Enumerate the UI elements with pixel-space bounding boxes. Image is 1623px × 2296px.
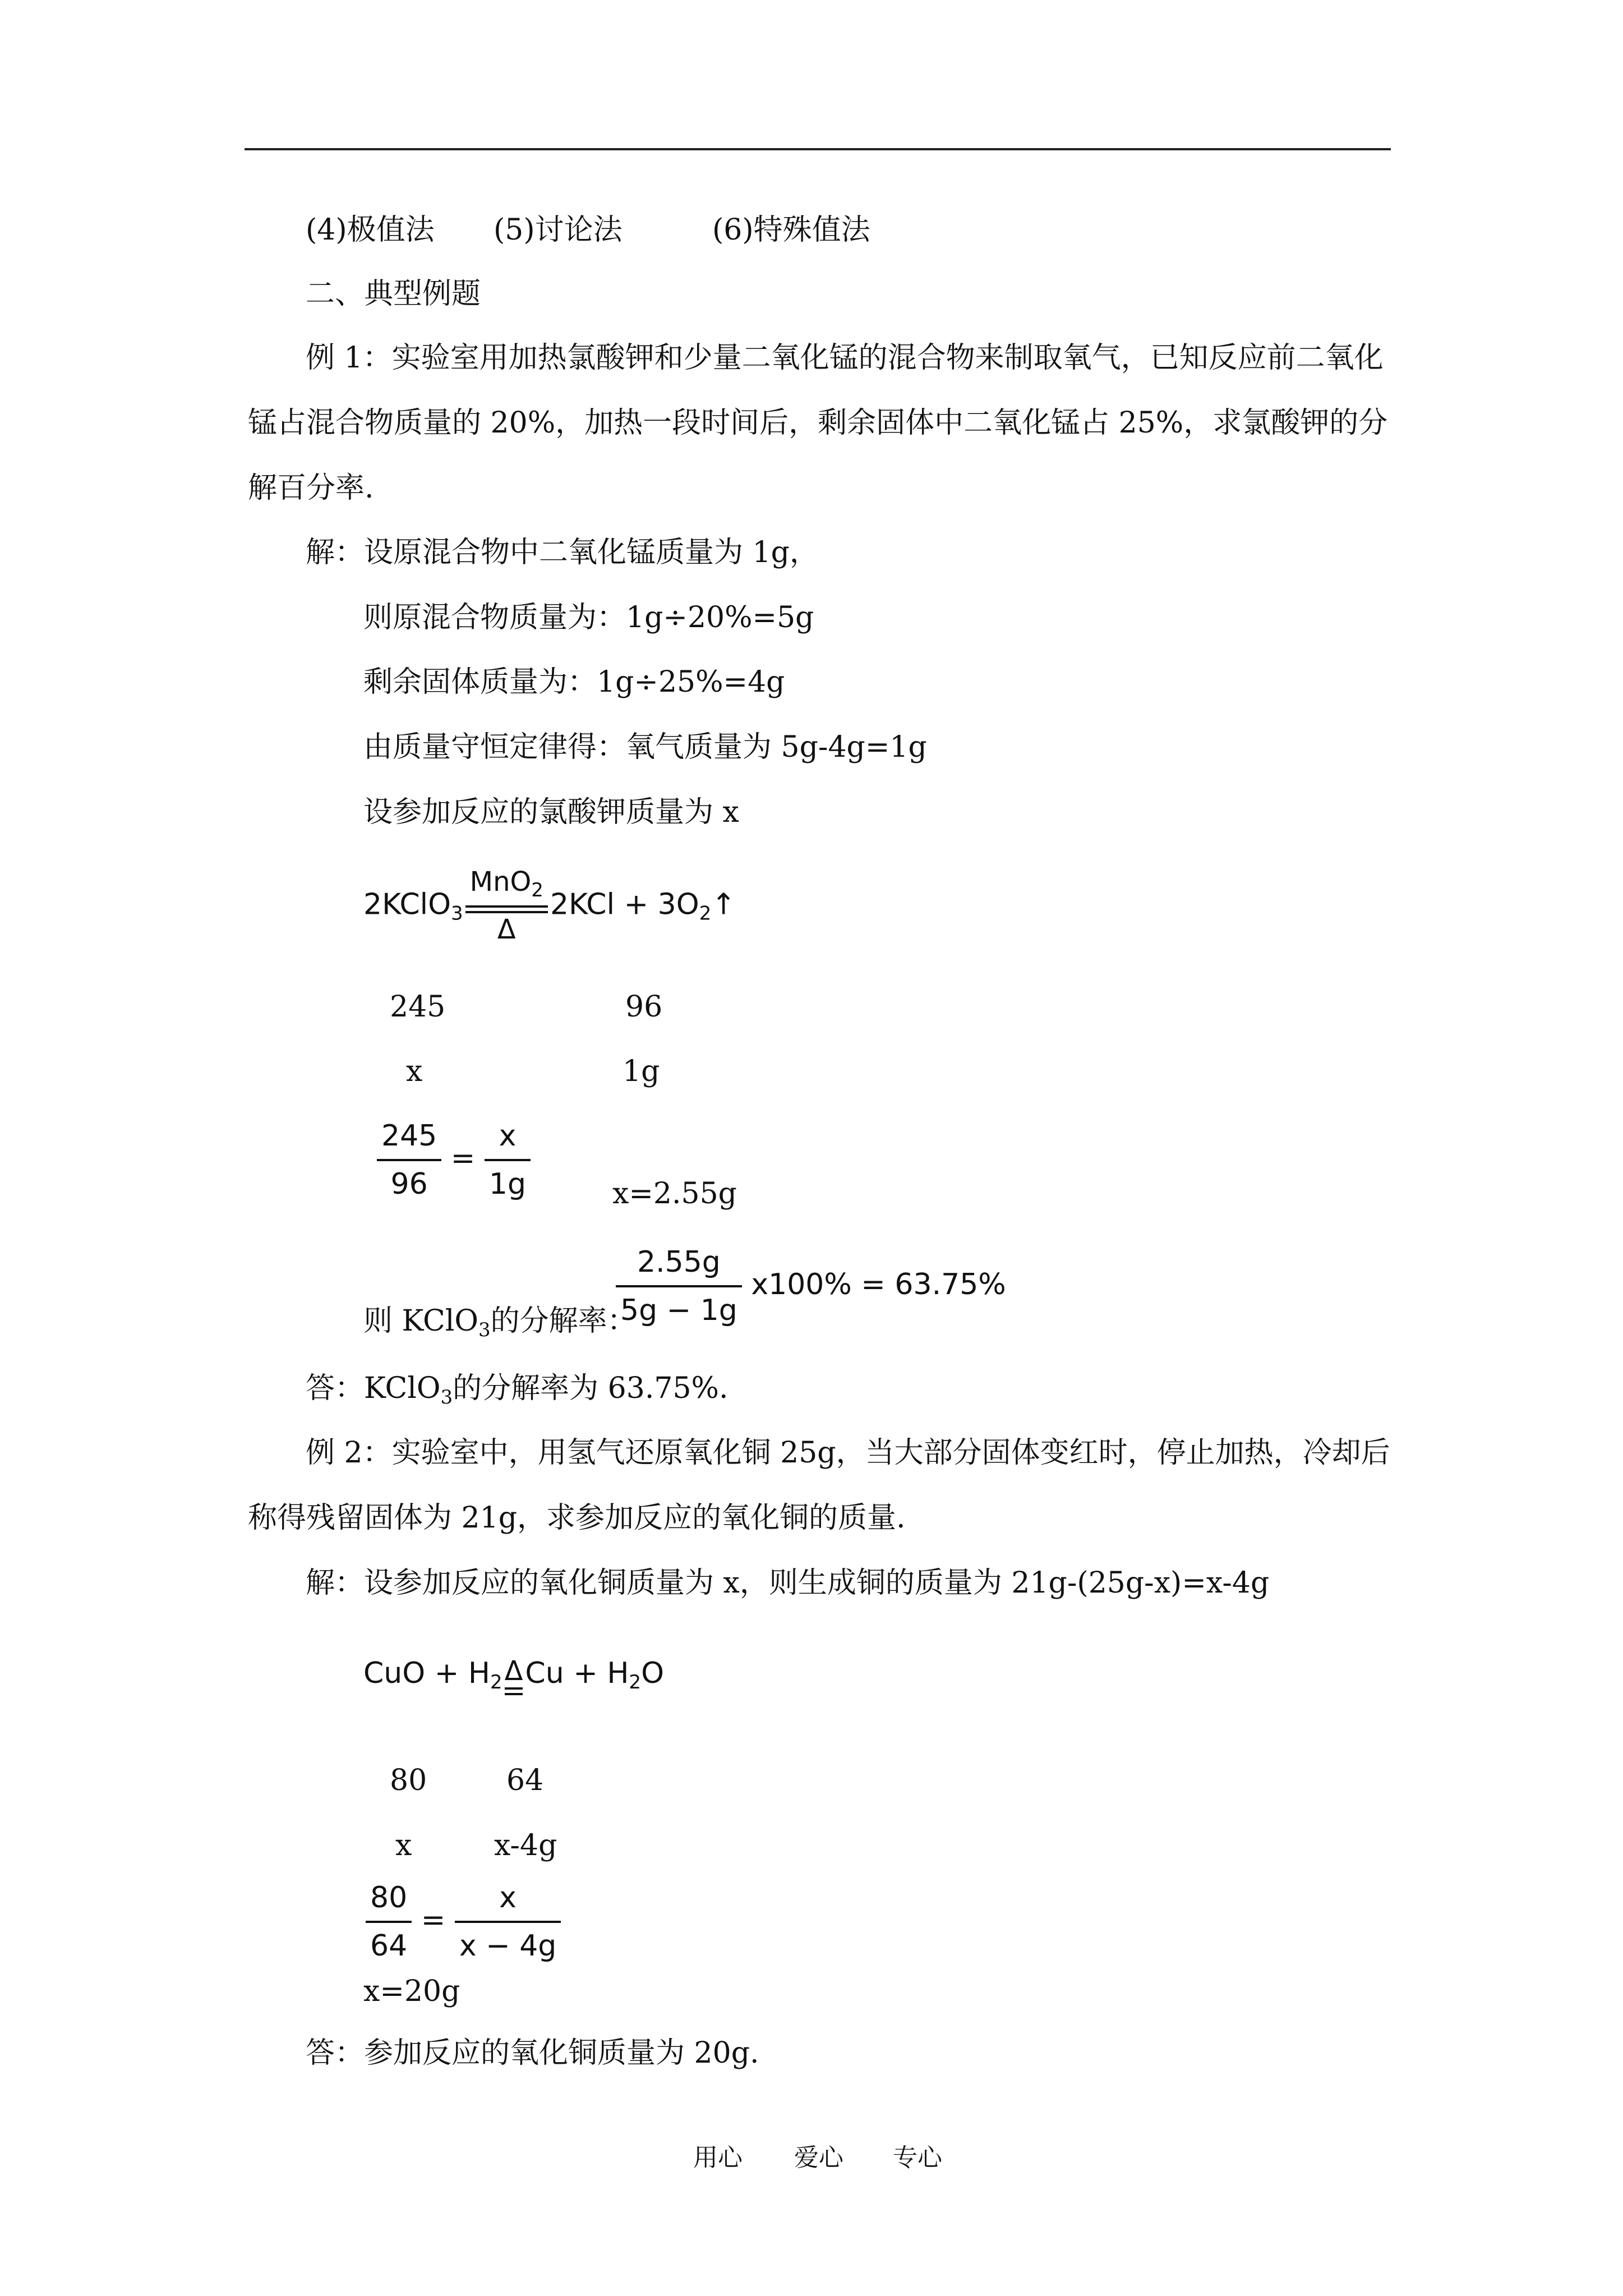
example1-solution-intro: 解：设原混合物中二氧化锰质量为 1g， xyxy=(306,536,819,569)
example1-step3: 由质量守恒定律得：氧气质量为 5g-4g=1g xyxy=(363,730,927,764)
example1-x-result: x=2.55g xyxy=(612,1177,737,1211)
footer-word-1: 用心 xyxy=(693,2143,743,2172)
example2-answer: 答：参加反应的氧化铜质量为 20g. xyxy=(306,2036,759,2070)
method-6: (6)特殊值法 xyxy=(712,213,870,247)
footer-word-3: 专心 xyxy=(893,2143,942,2172)
footer-word-2: 爱心 xyxy=(794,2143,843,2172)
example1-rate-label: 则 KClO$_3$的分解率： xyxy=(363,1304,637,1341)
example2-molar-mass-cuo: 80 xyxy=(390,1764,427,1797)
example2-proportion: $\frac{80}{64}$ = $\frac{x}{x - 4g}$ xyxy=(366,1878,561,1966)
example1-problem: 例 1：实验室用加热氯酸钾和少量二氧化锰的混合物来制取氧气，已知反应前二氧化锰占混合物质量的 20%，加热一段时间后，剩余固体中二氧化锰占 25%，求氯酸钾的分解百分率. xyxy=(248,341,1388,505)
example1-molar-mass-kclo3: 245 xyxy=(390,990,446,1024)
example2-equation: CuO + $H_2$ Δ $Cu + H_2O$ xyxy=(363,1642,664,1713)
example2-x-result: x=20g xyxy=(363,1975,460,2008)
example2-molar-mass-cu: 64 xyxy=(506,1764,544,1797)
example1-equation: 2KClO$_3$ MnO$_2$ Δ $2KCl + 3O_2↑$ xyxy=(363,866,736,945)
example1-quantity-o2: 1g xyxy=(623,1055,660,1088)
section-heading: 二、典型例题 xyxy=(306,277,481,311)
example1-quantity-kclo3: x xyxy=(406,1055,423,1088)
example2-problem: 例 2：实验室中，用氢气还原氧化铜 25g，当大部分固体变红时，停止加热，冷却后称得残留固体为 21g，求参加反应的氧化铜的质量. xyxy=(248,1436,1390,1535)
example1-step1: 则原混合物质量为：1g÷20%=5g xyxy=(363,601,814,634)
method-5: (5)讨论法 xyxy=(494,213,623,247)
reaction-condition: Δ xyxy=(505,1655,523,1695)
example1-answer: 答：KClO$_3$的分解率为 63.75%. xyxy=(306,1372,728,1409)
header-rule xyxy=(245,148,1391,150)
method-4: (4)极值法 xyxy=(306,213,435,247)
example1-molar-mass-o2: 96 xyxy=(625,990,663,1024)
example1-step4: 设参加反应的氯酸钾质量为 x xyxy=(363,795,739,829)
example2-quantity-cuo: x xyxy=(395,1829,412,1862)
example1-rate-formula: $\frac{2.55g}{5g - 1g}$ x100% = 63.75% xyxy=(616,1243,1006,1330)
example1-step2: 剩余固体质量为：1g÷25%=4g xyxy=(363,665,785,699)
example1-proportion: $\frac{245}{96}$ = $\frac{x}{1g}$ xyxy=(377,1116,531,1204)
example2-quantity-cu: x-4g xyxy=(494,1829,557,1862)
reaction-condition: MnO$_2$ Δ xyxy=(465,867,548,946)
example2-solution-intro: 解：设参加反应的氧化铜质量为 x，则生成铜的质量为 21g-(25g-x)=x-4g xyxy=(306,1566,1270,1600)
